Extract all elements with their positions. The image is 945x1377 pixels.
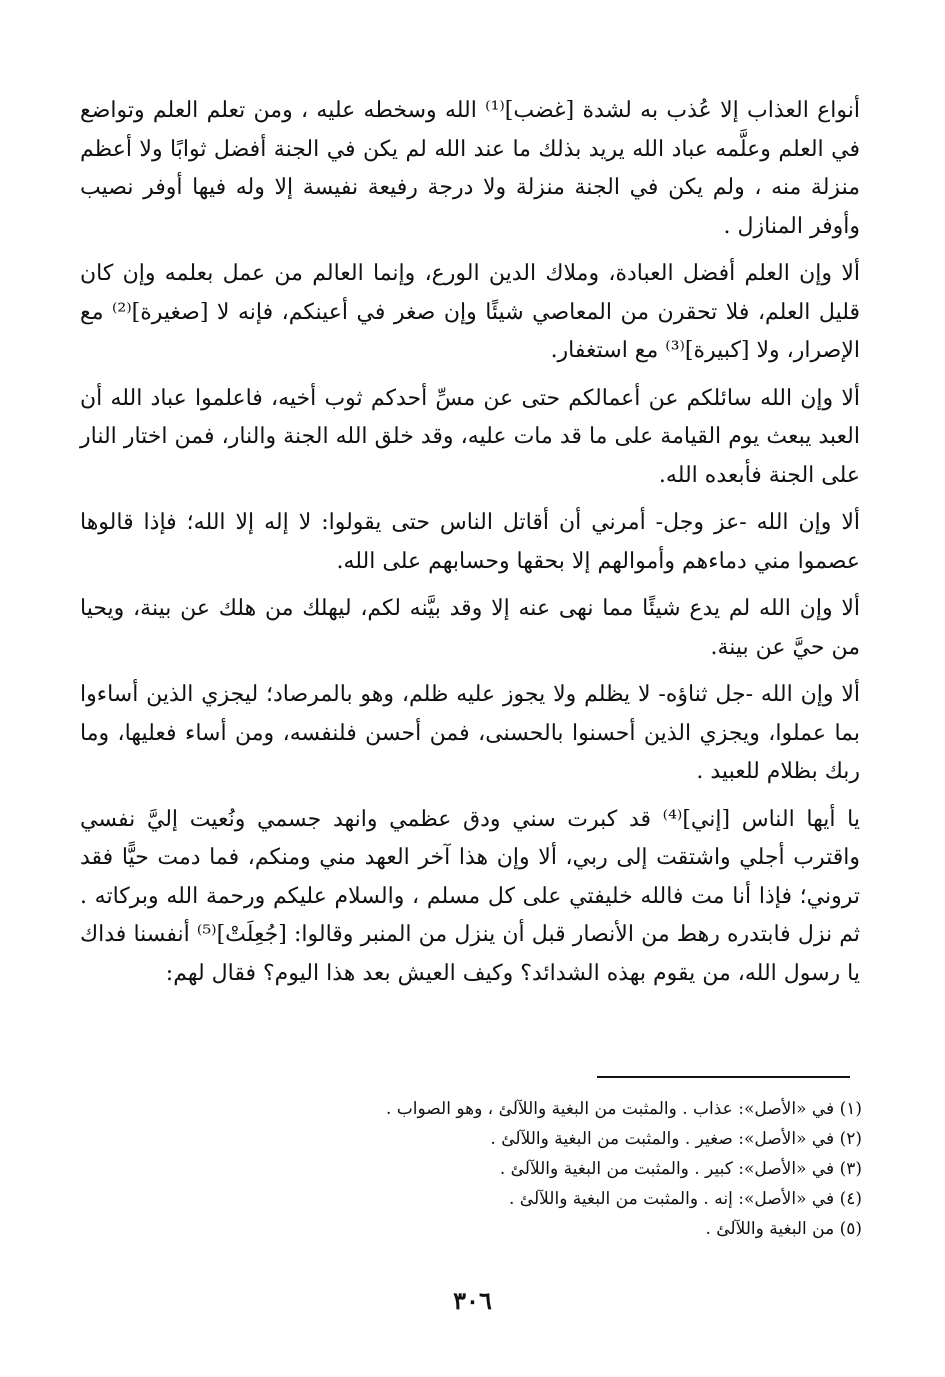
footnote-2: (٢) في «الأصل»: صغير . والمثبت من البغية واللآلئ . [490,1129,862,1149]
paragraph-7: يا أيها الناس [إني]⁽⁴⁾ قد كبرت سني ودق عظمي وانهد جسمي ونُعيت إليَّ نفسي واقترب أجلي واشتقت إلى ربي، ألا وإن هذا آخر العهد مني ومنكم، فما دمت حيًّا فقد تروني؛ فإذا أنا مت فالله خليفتي على كل مسلم ، والسلام عليكم ورحمة الله وبركاته . ثم نزل فابتدره رهط من الأنصار قبل أن ينزل من المنبر وقالوا: [جُعِلَتْ]⁽⁵⁾ أنفسنا فداك يا رسول الله، من يقوم بهذه الشدائد؟ وكيف العيش بعد هذا اليوم؟ فقال لهم: [80,806,860,986]
footnote-5: (٥) من البغية واللآلئ . [705,1219,862,1239]
footnotes [300,1094,862,1244]
footnote-1: (١) في «الأصل»: عذاب . والمثبت من البغية واللآلئ ، وهو الصواب . [385,1099,862,1119]
paragraph-4: ألا وإن الله -عز وجل- أمرني أن أقاتل الناس حتى يقولوا: لا إله إلا الله؛ فإذا قالوها عصموا مني دماءهم وأموالهم إلا بحقها وحسابهم على الله. [80,510,860,574]
main-text [80,92,860,1002]
page-number: ٣٠٦ [453,1286,492,1315]
paragraph-2: ألا وإن العلم أفضل العبادة، وملاك الدين الورع، وإنما العالم من عمل بعلمه وإن كان قليل العلم، فلا تحقرن من المعاصي شيئًا وإن صغر في أعينكم، فإنه لا [صغيرة]⁽²⁾ مع الإصرار، ولا [كبيرة]⁽³⁾ مع استغفار. [80,261,861,363]
footnote-separator [597,1076,850,1078]
paragraph-1: أنواع العذاب إلا عُذب به لشدة [غضب]⁽¹⁾ الله وسخطه عليه ، ومن تعلم العلم وتواضع في العلم وعلَّمه عباد الله يريد بذلك ما عند الله لم يكن في الجنة أفضل ثوابًا ولا أعظم منزلة منه ، ولم يكن في الجنة منزلة ولا درجة رفيعة نفيسة إلا وله فيها أوفر نصيب وأوفر المنازل . [80,98,860,239]
paragraph-3: ألا وإن الله سائلكم عن أعمالكم حتى عن مسِّ أحدكم ثوب أخيه، فاعلموا عباد الله أن العبد يبعث يوم القيامة على ما قد مات عليه، وقد خلق الله الجنة والنار، فمن اختار النار على الجنة فأبعده الله. [80,385,860,488]
paragraph-6: ألا وإن الله -جل ثناؤه- لا يظلم ولا يجوز عليه ظلم، وهو بالمرصاد؛ ليجزي الذين أساءوا بما عملوا، ويجزي الذين أحسنوا بالحسنى، فمن أحسن فلنفسه، ومن أساء فعليها، وما ربك بظلام للعبيد . [80,682,860,784]
footnote-4: (٤) في «الأصل»: إنه . والمثبت من البغية واللآلئ . [508,1189,862,1209]
footnote-3: (٣) في «الأصل»: كبير . والمثبت من البغية واللآلئ . [499,1159,862,1179]
paragraph-5: ألا وإن الله لم يدع شيئًا مما نهى عنه إلا وقد بيَّنه لكم، ليهلك من هلك عن بينة، ويحيا من حيَّ عن بينة. [80,596,860,660]
